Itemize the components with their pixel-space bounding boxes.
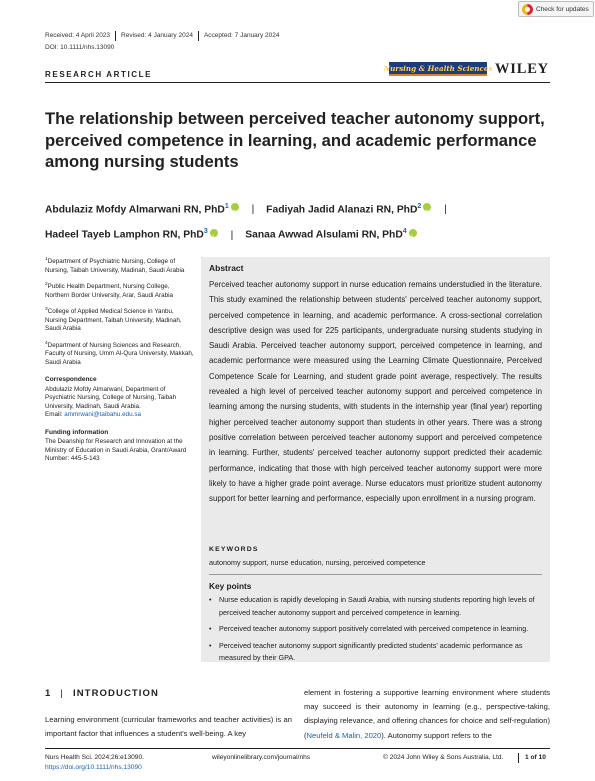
- abstract-heading: Abstract: [209, 263, 244, 273]
- abstract-text: Perceived teacher autonomy support in nurse education remains understudied in the literature. This study examined the relationship between students' perceived teacher autonomy support, perceived competence in learning, and academic performance. A cross-sectional correlation descriptive design was used for 225 participants, undergraduate nursing students studying in Saudi Arabia. Perceived teacher autonomy support, perceived competence in learning, and academic performance were measured using the Learning Climate Questionnaire, Perceived Competence Scale for Learning, and student grade point average, respectively. The results revealed a high level of perceived teacher autonomy support and perceived competence in learning among the nursing students, with students in the internship year (final year) reporting higher perceived teacher autonomy support than students in other years. There was a strong positive correlation between perceived teacher autonomy support and perceived competence in learning. Further, students' perceived teacher autonomy support predicted their academic performance, indicating that those with high perceived teacher autonomy support were more likely to have a higher grade point average. Nurse educators must prioritize student autonomy support for better learning and performance, especially upon enrollment in a nursing program.: [209, 280, 542, 504]
- affiliations-column: [45, 256, 195, 464]
- affiliation-mark: 2: [45, 282, 48, 288]
- page-number: 1 of 10: [518, 753, 546, 763]
- crossmark-icon: [522, 4, 533, 15]
- journal-logo: Nursing & Health Sciences: [389, 62, 487, 76]
- citation-link[interactable]: Neufeld & Malin, 2020: [306, 730, 382, 740]
- author-name: Sanaa Awwad Alsulami RN, PhD: [245, 229, 403, 241]
- footer-citation-block: [45, 753, 144, 773]
- correspondence-heading: Correspondence: [45, 376, 97, 384]
- section-title: INTRODUCTION: [72, 688, 159, 699]
- doi: DOI: 10.1111/nhs.13090: [45, 44, 115, 51]
- funding-heading: Funding information: [45, 428, 109, 436]
- author-name: Hadeel Tayeb Lamphon RN, PhD: [45, 229, 204, 241]
- publisher-logo: WILEY: [495, 61, 549, 77]
- email-label: Email:: [45, 411, 63, 419]
- funding-block: [45, 429, 195, 464]
- affiliation: [45, 306, 195, 334]
- section-number: 1: [45, 688, 52, 699]
- keywords-heading: KEYWORDS: [209, 546, 259, 553]
- section-heading-introduction: [45, 688, 159, 699]
- affiliation: [45, 340, 195, 368]
- key-point-item: • Perceived teacher autonomy support significantly predicted students' academic performance as measured by their GPA.: [209, 640, 542, 665]
- article-title: The relationship between perceived teacher autonomy support, perceived competence in learning, and academic performance among nursing students: [45, 109, 545, 171]
- orcid-icon[interactable]: [409, 229, 417, 237]
- footer-doi-link[interactable]: https://doi.org/10.1111/nhs.13090: [45, 764, 142, 771]
- author-affiliation-mark: 1: [224, 203, 229, 210]
- key-point-item: • Nurse education is rapidly developing in Saudi Arabia, with nursing students reporting high levels of perceived teacher autonomy support and perceived competence in learning.: [209, 594, 542, 619]
- key-point-item: • Perceived teacher autonomy support positively correlated with perceived competence in learning.: [209, 623, 542, 636]
- footer-copyright: © 2024 John Wiley & Sons Australia, Ltd.: [383, 754, 504, 761]
- author-affiliation-mark: 4: [402, 228, 407, 236]
- header-divider: [45, 82, 550, 83]
- article-type: RESEARCH ARTICLE: [45, 70, 153, 79]
- affiliation: [45, 256, 195, 275]
- author-separator: |: [230, 229, 234, 241]
- affiliation-text: Public Health Department, Nursing College, Northern Border University, Arar, Saudi Arabia: [45, 283, 173, 299]
- check-updates-label: Check for updates: [536, 5, 589, 13]
- received-date: Received: 4 April 2023: [45, 32, 111, 39]
- body-text-segment: element in fostering a supportive learning environment where students may succeed is their autonomy in learning (e.g., perspective-taking, displaying relevance, and offering chances for choice and self-regulation) (: [304, 688, 550, 740]
- accepted-date: Accepted: 7 January 2024: [198, 31, 285, 41]
- footer-citation: Nurs Health Sci. 2024;26:e13090.: [45, 754, 144, 761]
- keywords-divider: [209, 574, 542, 575]
- correspondence-text: Abdulaziz Mofdy Almarwani, Department of Psychiatric Nursing, College of Nursing, Taibah University, Madinah, Saudi Arabia.: [45, 385, 177, 410]
- revised-date: Revised: 4 January 2024: [115, 31, 198, 41]
- footer-divider: [45, 748, 550, 749]
- affiliation-mark: 1: [45, 257, 48, 262]
- section-bar: |: [60, 688, 64, 699]
- author-separator: |: [444, 204, 447, 216]
- author-name: Abdulaziz Mofdy Almarwani RN, PhD: [45, 204, 225, 216]
- key-points-heading: Key points: [209, 581, 252, 591]
- author-name: Fadiyah Jadid Alanazi RN, PhD: [266, 204, 418, 216]
- affiliation-text: Department of Psychiatric Nursing, College of Nursing, Taibah University, Madinah, Saudi Arabia: [45, 258, 185, 274]
- journal-url-link[interactable]: wileyonlinelibrary.com/journal/nhs: [212, 754, 311, 761]
- email-link[interactable]: ammrwani@taibahu.edu.sa: [64, 411, 141, 419]
- author-affiliation-mark: 2: [417, 203, 422, 210]
- author-separator: |: [251, 204, 255, 216]
- affiliation-mark: 3: [45, 307, 48, 313]
- author-list: [45, 196, 555, 247]
- orcid-icon[interactable]: [231, 203, 239, 211]
- correspondence-block: [45, 376, 195, 420]
- abstract-box: [201, 257, 550, 662]
- body-text-segment: ). Autonomy support refers to the: [381, 730, 492, 740]
- key-points-list: [209, 594, 542, 669]
- article-dates: [45, 31, 284, 41]
- affiliation-mark: 4: [45, 340, 48, 346]
- affiliation-text: College of Applied Medical Science in Yanbu, Nursing Department, Taibah University, Madinah, Saudi Arabia: [45, 308, 182, 333]
- body-text-left: Learning environment (curricular frameworks and teacher activities) is an important factor that influences a student's well-being. A key: [45, 715, 292, 739]
- keywords-text: autonomy support, nurse education, nursing, perceived competence: [209, 558, 426, 567]
- author-affiliation-mark: 3: [203, 228, 208, 236]
- check-for-updates-button[interactable]: [518, 1, 594, 17]
- orcid-icon[interactable]: [423, 203, 431, 211]
- affiliation-text: Department of Nursing Sciences and Research, Faculty of Nursing, Umm Al-Qura University, Makkah, Saudi Arabia: [45, 341, 194, 366]
- correspondence-email: [45, 411, 195, 420]
- funding-text: The Deanship for Research and Innovation at the Ministry of Education in Saudi Arabia, Grant/Award Number: 445-5-143: [45, 438, 187, 463]
- body-text-right: [304, 686, 550, 743]
- affiliation: [45, 281, 195, 300]
- orcid-icon[interactable]: [210, 229, 218, 237]
